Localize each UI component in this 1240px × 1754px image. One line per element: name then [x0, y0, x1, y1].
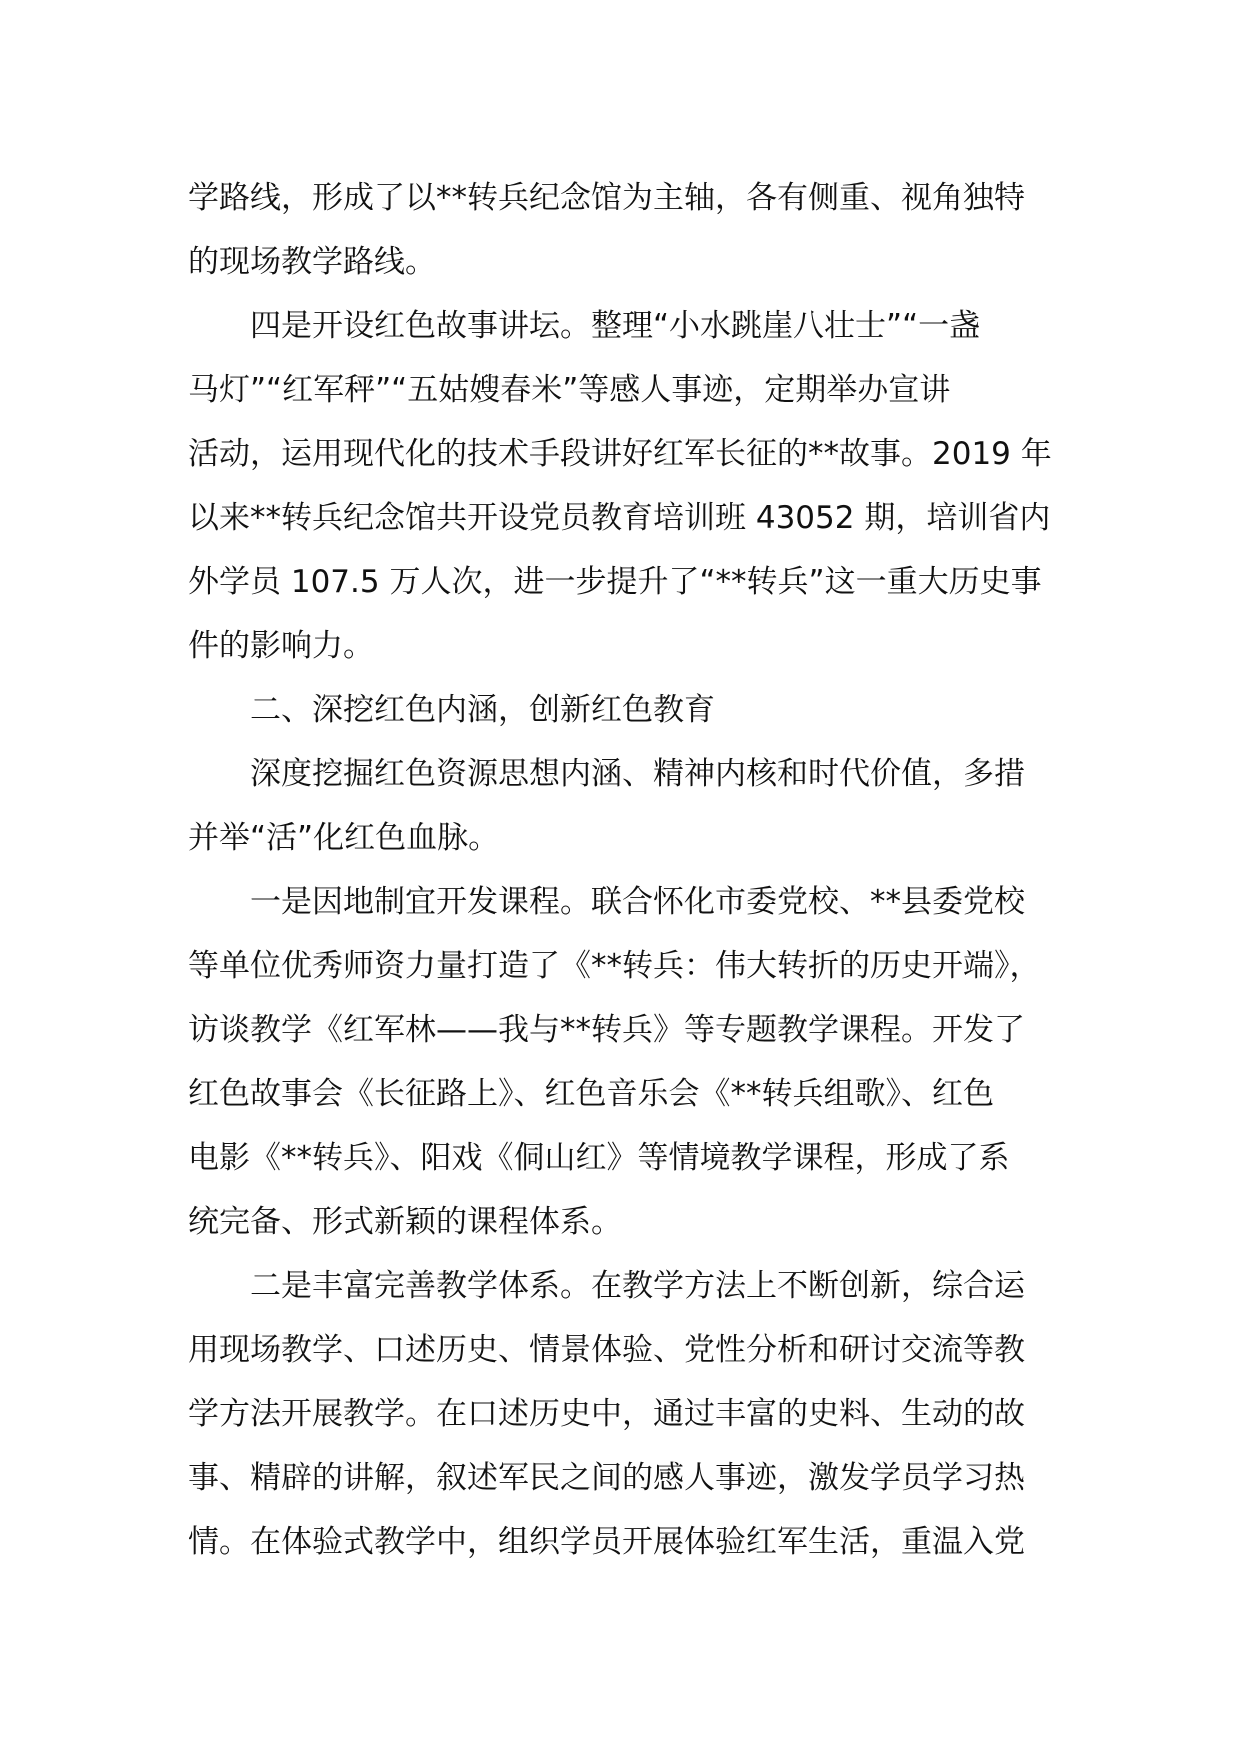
text-line: 并举“活”化红色血脉。: [188, 820, 500, 856]
paragraph-start-line: 一是因地制宜开发课程。联合怀化市委党校、**县委党校: [250, 884, 1025, 920]
text-line: 以来**转兵纪念馆共开设党员教育培训班 43052 期，培训省内: [188, 500, 1051, 536]
paragraph-start-line: 二是丰富完善教学体系。在教学方法上不断创新，综合运: [250, 1268, 1025, 1304]
text-line: 红色故事会《长征路上》、红色音乐会《**转兵组歌》、红色: [188, 1076, 994, 1112]
text-line: 外学员 107.5 万人次，进一步提升了“**转兵”这一重大历史事: [188, 564, 1042, 600]
text-line: 学方法开展教学。在口述历史中，通过丰富的史料、生动的故: [188, 1396, 1025, 1432]
text-line: 等单位优秀师资力量打造了《**转兵：伟大转折的历史开端》，: [188, 948, 1041, 984]
text-line: 马灯”“红军秤”“五姑嫂春米”等感人事迹，定期举办宣讲: [188, 372, 951, 408]
text-line: 用现场教学、口述历史、情景体验、党性分析和研讨交流等教: [188, 1332, 1025, 1368]
text-line: 事、精辟的讲解，叙述军民之间的感人事迹，激发学员学习热: [188, 1460, 1025, 1496]
text-line: 电影《**转兵》、阳戏《侗山红》等情境教学课程，形成了系: [188, 1140, 1010, 1176]
text-line: 学路线，形成了以**转兵纪念馆为主轴，各有侧重、视角独特: [188, 180, 1025, 216]
paragraph-start-line: 四是开设红色故事讲坛。整理“小水跳崖八壮士”“一盏: [250, 308, 981, 344]
text-line: 活动，运用现代化的技术手段讲好红军长征的**故事。2019 年: [188, 436, 1052, 472]
text-line: 统完备、形式新颖的课程体系。: [188, 1204, 622, 1240]
section-heading: 二、深挖红色内涵，创新红色教育: [250, 692, 715, 728]
text-line: 访谈教学《红军林——我与**转兵》等专题教学课程。开发了: [188, 1012, 1025, 1048]
paragraph-start-line: 深度挖掘红色资源思想内涵、精神内核和时代价值，多措: [250, 756, 1025, 792]
text-line: 的现场教学路线。: [188, 244, 436, 280]
text-line: 件的影响力。: [188, 628, 374, 664]
text-line: 情。在体验式教学中，组织学员开展体验红军生活，重温入党: [188, 1524, 1025, 1560]
